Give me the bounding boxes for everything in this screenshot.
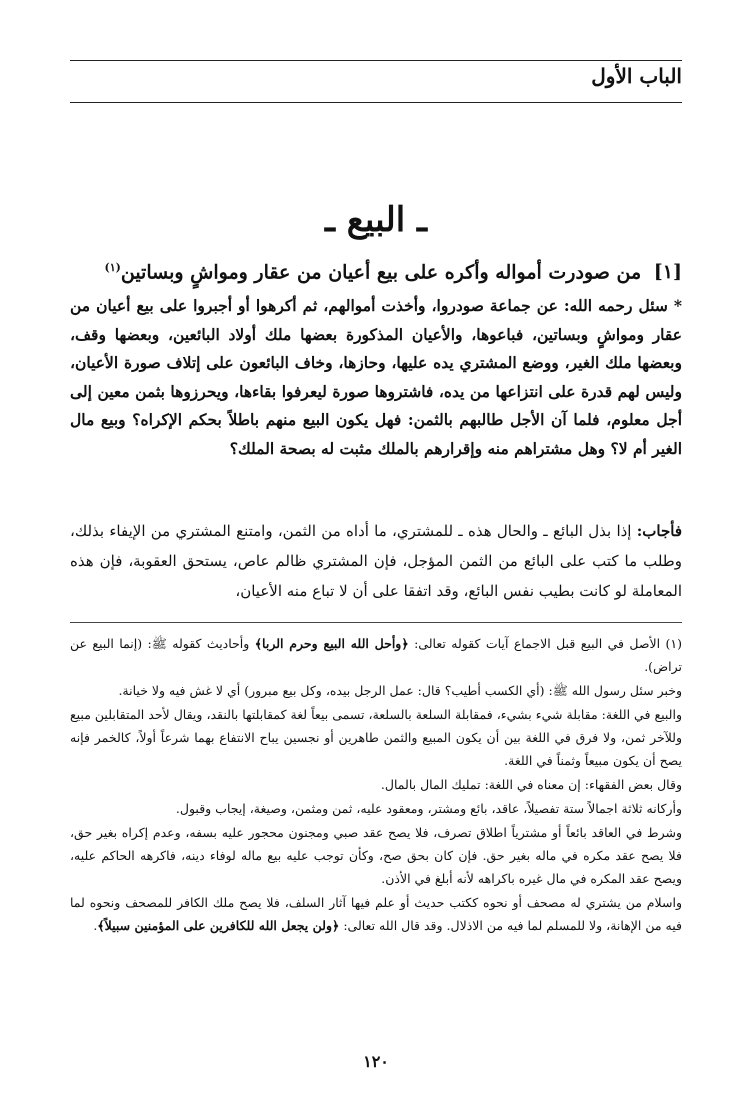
question-heading bbox=[70, 254, 682, 286]
footnote-paragraph: وأركانه ثلاثة اجمالاً ستة تفصيلاً، عاقد، بائع ومشتر، ومعقود عليه، ثمن ومثمن، وصيغة، إيجاب وقبول. bbox=[175, 801, 682, 816]
footnote-rule bbox=[70, 622, 682, 623]
footnote-paragraph: وقال بعض الفقهاء: إن معناه في اللغة: تمليك المال بالمال. bbox=[380, 777, 682, 792]
question-text: * سئل رحمه الله: عن جماعة صودروا، وأخذت أموالهم، ثم أكرهوا أو أجبروا على بيع أعيان من عقار ومواشٍ وبساتين، فباعوها، والأعيان المذكورة بعضها ملك أولاد البائعين، وبعضها وقف، وبعضها ملك الغير، ووضع المشتري يده عليها، وحازها، وخاف البائعون على إتلاف صورة الأعيان، وليس لهم قدرة على انتزاعها من يده، فاشتروها صورة ليعرفوا بقاءها، ويحرزوها بثمن معين إلى أجل معلوم، فلما آن الأجل طالبهم بالثمن: فهل يكون البيع منهم باطلاً بحكم الإكراه؟ وبيع مال الغير أم لا؟ وهل مشتراهم منه وإقرارهم بالملك مثبت له بصحة الملك؟ bbox=[70, 296, 682, 458]
footnote-paragraph: واسلام من يشتري له مصحف أو نحوه ككتب حديث أو علم فيها آثار السلف، فلا يصح ملك الكافر للمصحف ونحوه لما فيه من الإهانة، ولا للمسلم لما فيه من الاذلال. وقد قال الله تعالى: ﴿ولن يجعل الله للكافرين على المؤمنين سبيلاً﴾. bbox=[70, 895, 682, 933]
question-heading-text: من صودرت أمواله وأكره على بيع أعيان من عقار ومواشٍ وبساتين bbox=[120, 261, 642, 284]
footnote-paragraph: وخبر سئل رسول الله ﷺ: (أي الكسب أطيب؟ قال: عمل الرجل بيده، وكل بيع مبرور) أي لا غش فيه ولا خيانة. bbox=[118, 683, 682, 698]
footnote-1: (١) الأصل في البيع قبل الاجماع آيات كقوله تعالى: ﴿وأحل الله البيع وحرم الربا﴾ وأحاديث كقوله ﷺ: (إنما البيع عن تراض). bbox=[70, 636, 682, 674]
footnote-ref: (١) bbox=[104, 261, 121, 274]
footnote-paragraph: والبيع في اللغة: مقابلة شيء بشيء، فمقابلة السلعة بالسلعة، تسمى بيعاً لغة كمقابلتها بالنقد، ويقال لأحد المتقابلين مبيع وللآخر ثمن، ولا فرق في اللغة بين أن يكون المبيع والثمن طاهرين أو نجسين يباح الانتفاع بهما شرعاً أولاً، كالخمر فإنه يصح أن يكون مبيعاً وثمناً في اللغة. bbox=[70, 707, 682, 768]
page-number: ١٢٠ bbox=[363, 1052, 389, 1071]
quran-verse: ﴿وأحل الله البيع وحرم الربا﴾ bbox=[254, 636, 409, 651]
footnote-paragraph: وشرط في العاقد بائعاً أو مشترياً اطلاق تصرف، فلا يصح عقد صبي ومجنون محجور عليه بسفه، وعدم إكراه بغير حق، فلا يصح عقد مكره في ماله بغير حق. فإن كان بحق صح، وكأن توجب عليه بيع ماله لوفاء دينه، فاكرهه الحاكم عليه، ويصح عقد المكره في مال غيره باكراهه لأنه أبلغ في الأذن. bbox=[70, 825, 682, 886]
quran-verse: ﴿ولن يجعل الله للكافرين على المؤمنين سبيلاً﴾ bbox=[97, 918, 340, 933]
top-rule bbox=[70, 60, 682, 61]
running-header: الباب الأول bbox=[591, 64, 682, 88]
question-number: [١] bbox=[653, 261, 682, 284]
answer-paragraph bbox=[70, 516, 682, 606]
answer-label: فأجاب: bbox=[636, 522, 682, 540]
section-title: ـ البيع ـ bbox=[324, 200, 428, 240]
footnotes bbox=[70, 632, 682, 938]
header-rule bbox=[70, 102, 682, 103]
answer-text: إذا بذل البائع ـ والحال هذه ـ للمشتري، ما أداه من الثمن، وامتنع المشتري من الإيفاء بذلك، وطلب ما كتب على البائع من الثمن المؤجل، فإن المشتري ظالم عاص، يستحق العقوبة، فإن هذه المعاملة لو كانت بطيب نفس البائع، وقد اتفقا على أن لا تباع منه الأعيان، bbox=[70, 522, 682, 600]
